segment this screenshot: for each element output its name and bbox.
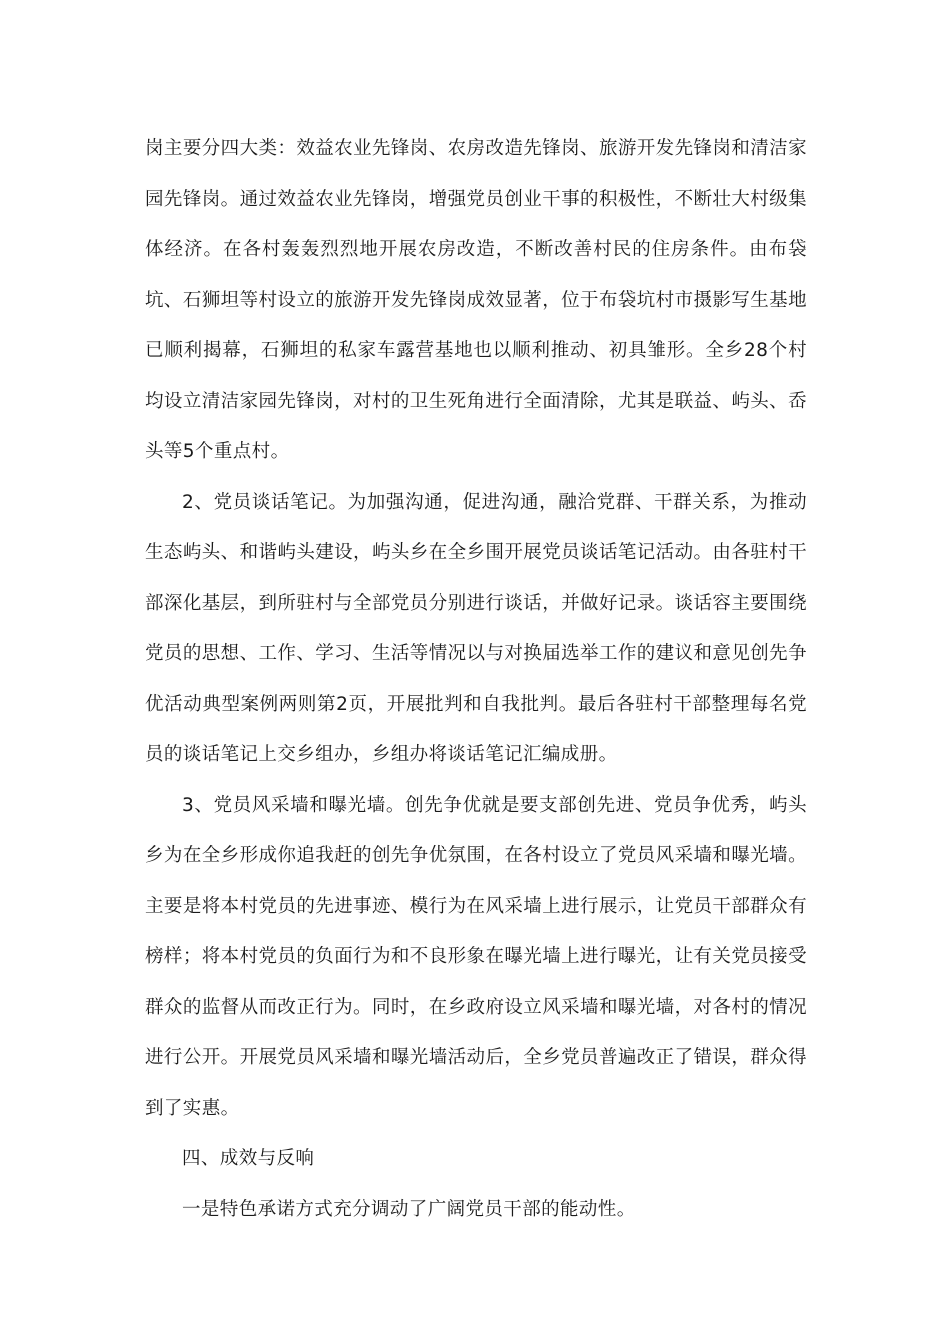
paragraph-honor-exposure-wall: 3、党员风采墙和曝光墙。创先争优就是要支部创先进、党员争优秀，屿头乡为在全乡形成你追我赶的创先争优氛围，在各村设立了党员风采墙和曝光墙。主要是将本村党员的先进事迹、模行为在风采墙上进行展示，让党员干部群众有榜样；将本村党员的负面行为和不良形象在曝光墙上进行曝光，让有关党员接受群众的监督从而改正行为。同时，在乡政府设立风采墙和曝光墙，对各村的情况进行公开。开展党员风采墙和曝光墙活动后，全乡党员普遍改正了错误，群众得到了实惠。 xyxy=(145,794,807,1119)
section-heading-results: 四、成效与反响 xyxy=(182,1148,315,1169)
document-page xyxy=(145,124,807,1235)
paragraph-conversation-notes: 2、党员谈话笔记。为加强沟通，促进沟通，融洽党群、干群关系，为推动生态屿头、和谐屿头建设，屿头乡在全乡围开展党员谈话笔记活动。由各驻村干部深化基层，到所驻村与全部党员分别进行谈话，并做好记录。谈话容主要围绕党员的思想、工作、学习、生活等情况以与对换届选举工作的建议和意见创先争优活动典型案例两则第2页，开展批判和自我批判。最后各驻村干部整理每名党员的谈话笔记上交乡组办，乡组办将谈话笔记汇编成册。 xyxy=(145,491,807,765)
paragraph-vanguard-posts: 岗主要分四大类：效益农业先锋岗、农房改造先锋岗、旅游开发先锋岗和清洁家园先锋岗。通过效益农业先锋岗，增强党员创业干事的积极性，不断壮大村级集体经济。在各村轰轰烈烈地开展农房改造，不断改善村民的住房条件。由布袋坑、石狮坦等村设立的旅游开发先锋岗成效显著，位于布袋坑村市摄影写生基地已顺利揭幕，石狮坦的私家车露营基地也以顺利推动、初具雏形。全乡28个村均设立清洁家园先锋岗，对村的卫生死角进行全面清除，尤其是联益、屿头、岙头等5个重点村。 xyxy=(145,138,807,462)
paragraph-results-first-point: 一是特色承诺方式充分调动了广阔党员干部的能动性。 xyxy=(182,1198,636,1220)
